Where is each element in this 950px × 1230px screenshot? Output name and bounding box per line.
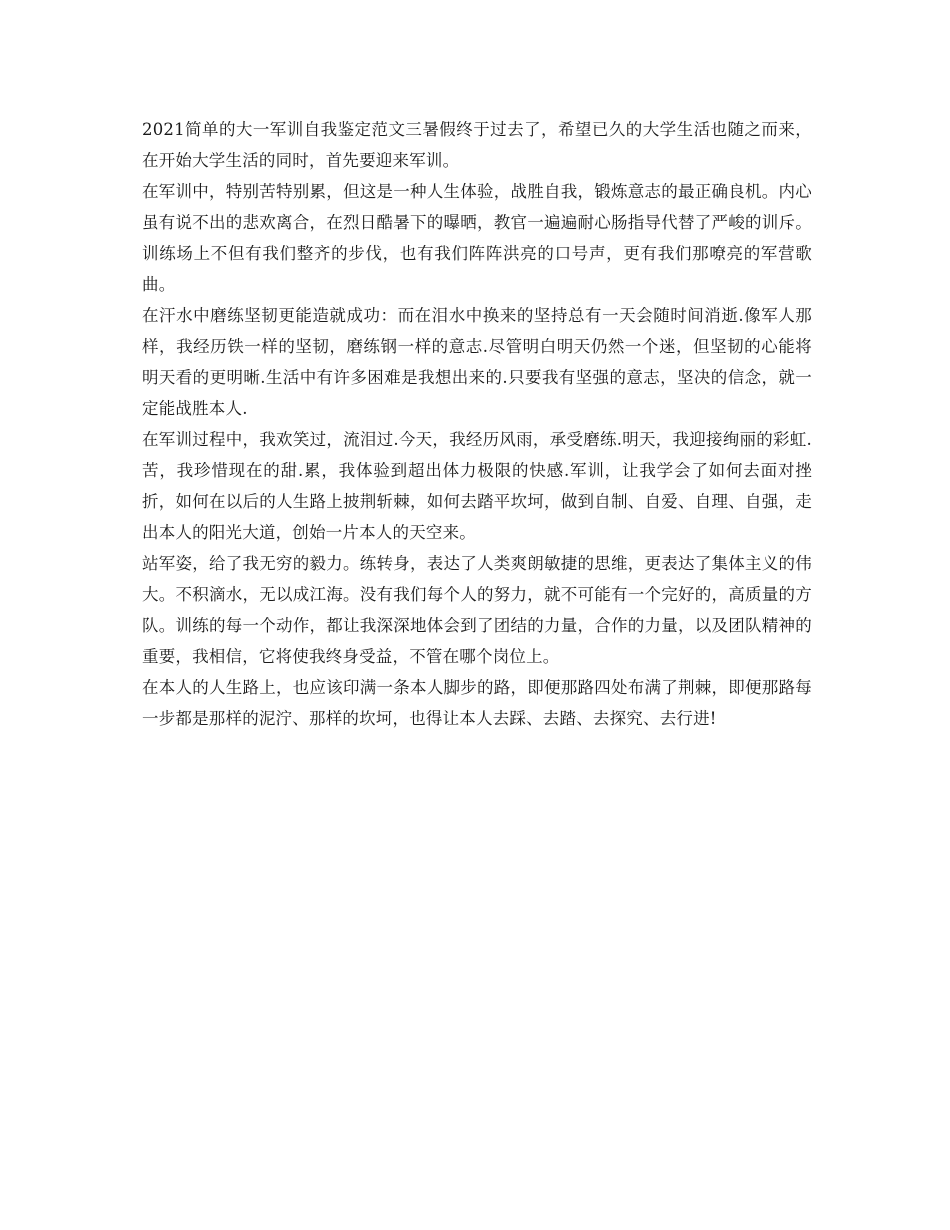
paragraph-perseverance: 在汗水中磨练坚韧更能造就成功：而在泪水中换来的坚持总有一天会随时间消逝.像军人那样，我经历铁一样的坚韧，磨练钢一样的意志.尽管明白明天仍然一个迷，但坚韧的心能将明天看的更明晰.生活中有许多困难是我想出来的.只要我有坚强的意志，坚决的信念，就一定能战胜本人.: [142, 306, 812, 418]
paragraph-intro: 2021简单的大一军训自我鉴定范文三暑假终于过去了，希望已久的大学生活也随之而来，在开始大学生活的同时，首先要迎来军训。: [142, 120, 812, 170]
paragraph-growth: 在军训过程中，我欢笑过，流泪过.今天，我经历风雨，承受磨练.明天，我迎接绚丽的彩虹.苦，我珍惜现在的甜.累，我体验到超出体力极限的快感.军训，让我学会了如何去面对挫折，如何在以后的人生路上披荆斩棘，如何去踏平坎坷，做到自制、自爱、自理、自强，走出本人的阳光大道，创始一片本人的天空来。: [142, 430, 812, 542]
paragraph-conclusion: 在本人的人生路上，也应该印满一条本人脚步的路，即便那路四处布满了荆棘，即便那路每一步都是那样的泥泞、那样的坎坷，也得让本人去踩、去踏、去探究、去行进!: [142, 678, 812, 728]
paragraph-hardship: 在军训中，特别苦特别累，但这是一种人生体验，战胜自我，锻炼意志的最正确良机。内心虽有说不出的悲欢离合，在烈日酷暑下的曝晒，教官一遍遍耐心肠指导代替了严峻的训斥。训练场上不但有我们整齐的步伐，也有我们阵阵洪亮的口号声，更有我们那嘹亮的军营歌曲。: [142, 182, 812, 294]
document-body: [142, 114, 812, 734]
paragraph-teamwork: 站军姿，给了我无穷的毅力。练转身，表达了人类爽朗敏捷的思维，更表达了集体主义的伟大。不积滴水，无以成江海。没有我们每个人的努力，就不可能有一个完好的，高质量的方队。训练的每一个动作，都让我深深地体会到了团结的力量，合作的力量，以及团队精神的重要，我相信，它将使我终身受益，不管在哪个岗位上。: [142, 554, 812, 666]
